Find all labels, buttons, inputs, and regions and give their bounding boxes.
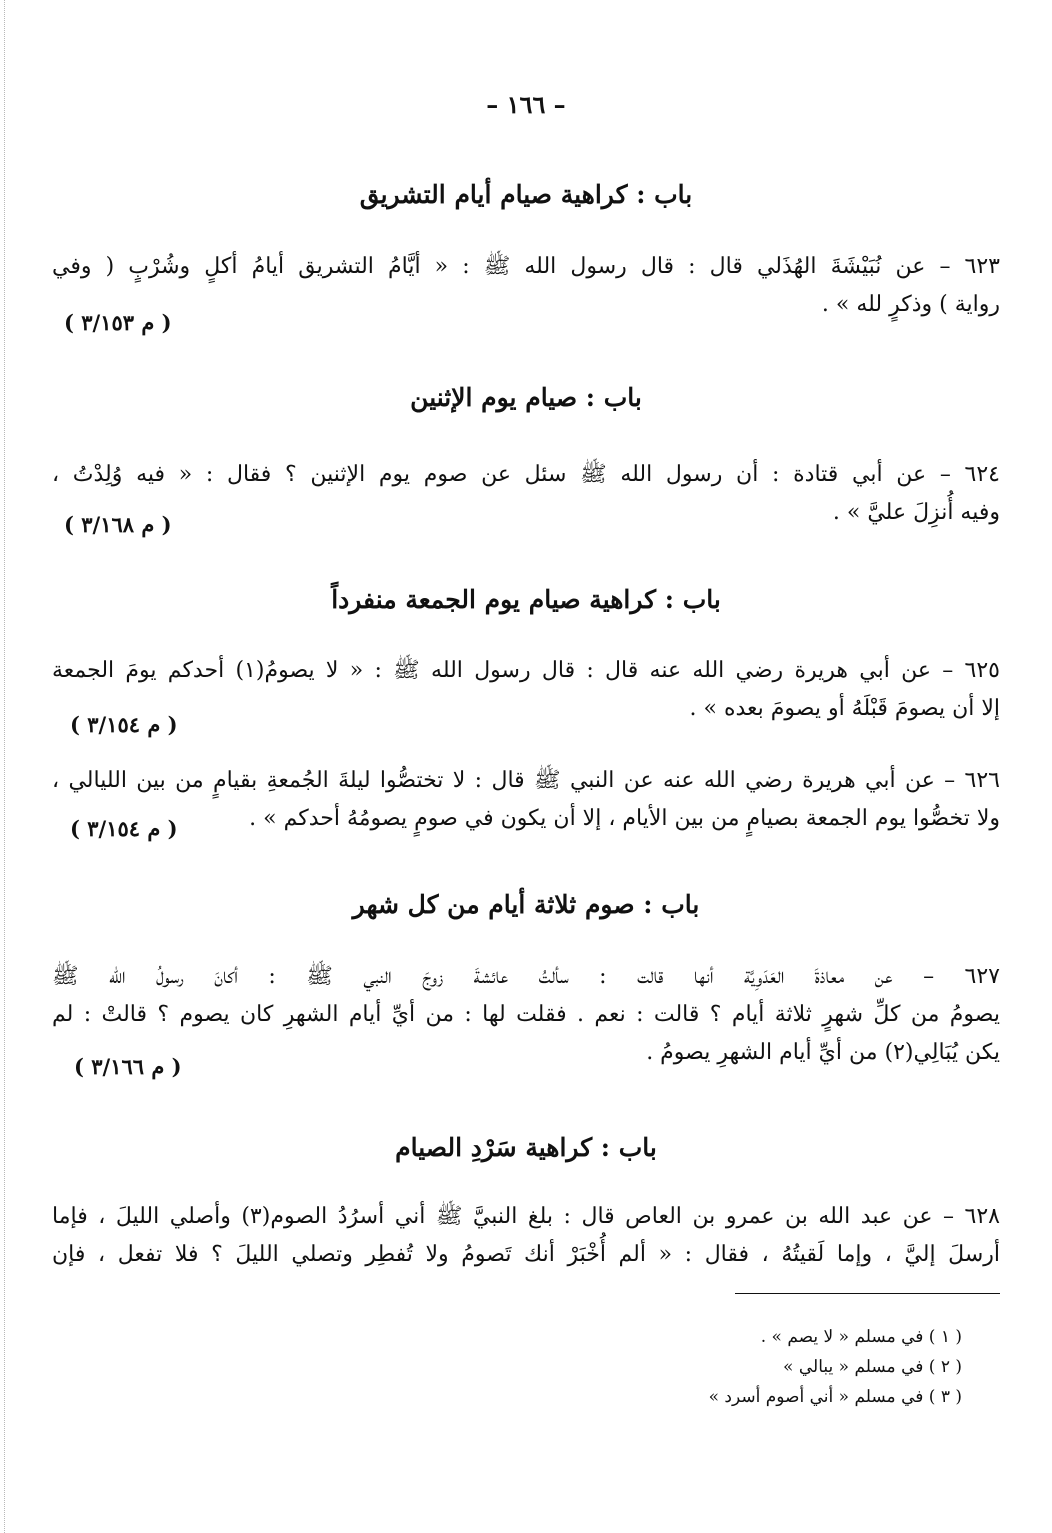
section-title-three-days: باب : صوم ثلاثة أيام من كل شهر: [352, 890, 700, 919]
section-title-friday: باب : كراهية صيام يوم الجمعة منفرداً: [331, 585, 721, 614]
hadith-reference: ( م ٣/١٦٨ ): [64, 512, 172, 537]
hadith-reference: ( م ٣/١٦٦ ): [74, 1054, 182, 1079]
hadith-626: [52, 762, 1000, 838]
hadith-line: ٦٢٥ – عن أبي هريرة رضي الله عنه قال : قال رسول الله ﷺ : « لا يصومُ(١) أحدكم يومَ الجمعة: [52, 658, 1000, 683]
hadith-reference: ( م ٣/١٥٤ ): [70, 712, 178, 737]
hadith-reference: ( م ٣/١٥٤ ): [70, 816, 178, 841]
hadith-line: يكن يُبَالِي(٢) من أيِّ أيام الشهرِ يصومُ .: [646, 1040, 1000, 1065]
hadith-line: يصومُ من كلِّ شهرٍ ثلاثة أيام ؟ قالت : نعم . فقلت لها : من أيِّ أيام الشهرِ كان يصوم ؟ قالتْ : لم: [52, 1002, 1000, 1027]
hadith-line: وفيه أُنزِلَ عليَّ » .: [832, 500, 1000, 525]
page-number: – ١٦٦ –: [486, 90, 566, 119]
hadith-line: أرسلَ إليَّ ، وإما لَقيتُهُ ، فقال : « ألم أُخْبَرْ أنك تَصومُ ولا تُفطِر وتصلي الليلَ ؟ فلا تفعل ، فإن: [52, 1242, 1000, 1267]
footnotes: [362, 1322, 962, 1412]
hadith-line: ٦٢٦ – عن أبي هريرة رضي الله عنه عن النبي ﷺ قال : لا تختصُّوا ليلةَ الجُمعةِ بقيامٍ من بين الليالي ،: [52, 768, 1000, 793]
section-title-monday: باب : صيام يوم الإثنين: [410, 383, 642, 412]
footnote-3: ( ٣ ) في مسلم « أني أصوم أسرد »: [708, 1387, 962, 1407]
hadith-line: ولا تخصُّوا يوم الجمعة بصيامٍ من بين الأيام ، إلا أن يكون في صومٍ يصومُهُ أحدكم » .: [249, 806, 1000, 831]
hadith-628: [52, 1198, 1000, 1274]
footnote-divider: [735, 1293, 1000, 1294]
hadith-627: [52, 958, 1000, 1072]
section-title-tashriq: باب : كراهية صيام أيام التشريق: [359, 180, 693, 209]
hadith-line: ٦٢٨ – عن عبد الله بن عمرو بن العاص قال : بلغ النبيَّ ﷺ أني أسرُدُ الصوم(٣) وأصلي الليلَ ، فإما: [52, 1204, 1000, 1229]
hadith-624: [52, 456, 1000, 532]
hadith-line: ٦٢٣ – عن نُبَيْشَةَ الهُذَلي قال : قال رسول الله ﷺ : « أيَّامُ التشريق أيامُ أكلٍ وشُرْبٍ ( وفي: [52, 254, 1000, 279]
section-title-continuous-fasting: باب : كراهية سَرْدِ الصيام: [395, 1133, 657, 1162]
hadith-625: [52, 652, 1000, 728]
hadith-line: إلا أن يصومَ قَبْلَهُ أو يصومَ بعده » .: [689, 696, 1000, 721]
hadith-623: [52, 248, 1000, 324]
hadith-line: ٦٢٤ – عن أبي قتادة : أن رسول الله ﷺ سئل عن صوم يوم الإثنين ؟ فقال : « فيه وُلِدْتُ ،: [52, 462, 1000, 487]
hadith-line: رواية ) وذكرٍ لله » .: [821, 292, 1000, 317]
footnote-1: ( ١ ) في مسلم « لا يصم » .: [760, 1327, 962, 1347]
footnote-2: ( ٢ ) في مسلم « يبالي »: [783, 1357, 962, 1377]
hadith-line: ٦٢٧ – عن معاذةَ العَدَوِيَّة أنها قالت : سألتُ عائشةَ زوجَ النبي ﷺ : أكانَ رسولُ الله ﷺ: [52, 964, 1000, 989]
page-edge-rule: [4, 0, 5, 1533]
hadith-reference: ( م ٣/١٥٣ ): [64, 310, 172, 335]
